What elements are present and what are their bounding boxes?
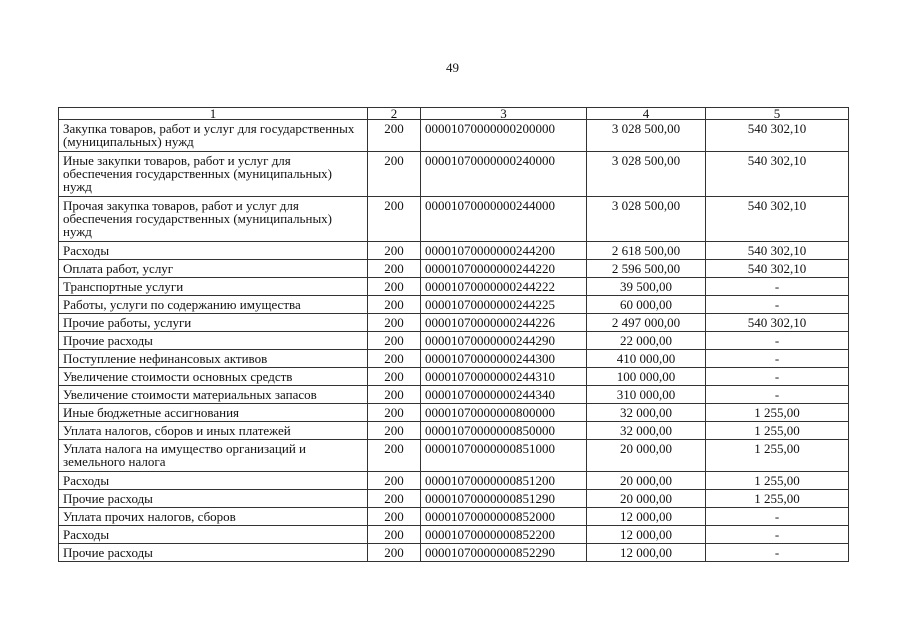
page-number: 49	[446, 60, 459, 75]
row-planned-amount-cell: 2 596 500,00	[587, 260, 706, 278]
table-row	[59, 197, 849, 242]
row-name-cell: Прочие расходы	[59, 490, 368, 508]
row-classification-code-cell: 00001070000000852200	[421, 526, 587, 544]
table-row	[59, 296, 849, 314]
row-code-cell: 200	[368, 508, 421, 526]
row-classification-code-cell: 00001070000000240000	[421, 152, 587, 197]
row-name-cell: Оплата работ, услуг	[59, 260, 368, 278]
row-name-cell: Прочие работы, услуги	[59, 314, 368, 332]
row-classification-code-cell: 00001070000000852000	[421, 508, 587, 526]
row-classification-code-cell: 00001070000000200000	[421, 120, 587, 152]
row-classification-code-cell: 00001070000000852290	[421, 544, 587, 562]
row-code-cell: 200	[368, 152, 421, 197]
row-code-cell: 200	[368, 544, 421, 562]
row-name-cell: Поступление нефинансовых активов	[59, 350, 368, 368]
row-code-cell: 200	[368, 120, 421, 152]
row-executed-amount-cell: -	[706, 332, 849, 350]
table-row	[59, 152, 849, 197]
row-name-cell: Увеличение стоимости материальных запасов	[59, 386, 368, 404]
column-header-1: 1	[59, 108, 368, 120]
row-classification-code-cell: 00001070000000244290	[421, 332, 587, 350]
table-row	[59, 508, 849, 526]
column-header-4: 4	[587, 108, 706, 120]
row-name-cell: Уплата налогов, сборов и иных платежей	[59, 422, 368, 440]
row-classification-code-cell: 00001070000000850000	[421, 422, 587, 440]
row-planned-amount-cell: 12 000,00	[587, 544, 706, 562]
row-planned-amount-cell: 100 000,00	[587, 368, 706, 386]
row-planned-amount-cell: 39 500,00	[587, 278, 706, 296]
row-planned-amount-cell: 3 028 500,00	[587, 152, 706, 197]
row-executed-amount-cell: -	[706, 544, 849, 562]
row-name-cell: Расходы	[59, 242, 368, 260]
row-classification-code-cell: 00001070000000851000	[421, 440, 587, 472]
row-executed-amount-cell: 540 302,10	[706, 314, 849, 332]
table-row	[59, 350, 849, 368]
row-planned-amount-cell: 32 000,00	[587, 422, 706, 440]
row-name-cell: Расходы	[59, 526, 368, 544]
row-classification-code-cell: 00001070000000244200	[421, 242, 587, 260]
row-executed-amount-cell: -	[706, 350, 849, 368]
budget-execution-table	[58, 107, 849, 562]
row-code-cell: 200	[368, 472, 421, 490]
row-executed-amount-cell: -	[706, 386, 849, 404]
row-planned-amount-cell: 60 000,00	[587, 296, 706, 314]
row-name-cell: Иные бюджетные ассигнования	[59, 404, 368, 422]
row-executed-amount-cell: 1 255,00	[706, 490, 849, 508]
row-name-cell: Уплата налога на имущество организаций и земельного налога	[59, 440, 368, 472]
row-executed-amount-cell: 540 302,10	[706, 260, 849, 278]
table-row	[59, 314, 849, 332]
row-code-cell: 200	[368, 260, 421, 278]
row-executed-amount-cell: 1 255,00	[706, 472, 849, 490]
row-code-cell: 200	[368, 386, 421, 404]
table-row	[59, 404, 849, 422]
row-planned-amount-cell: 410 000,00	[587, 350, 706, 368]
table-body	[59, 120, 849, 562]
table-row	[59, 472, 849, 490]
row-planned-amount-cell: 20 000,00	[587, 472, 706, 490]
row-code-cell: 200	[368, 404, 421, 422]
row-classification-code-cell: 00001070000000800000	[421, 404, 587, 422]
row-classification-code-cell: 00001070000000244222	[421, 278, 587, 296]
row-planned-amount-cell: 3 028 500,00	[587, 120, 706, 152]
row-code-cell: 200	[368, 350, 421, 368]
row-code-cell: 200	[368, 278, 421, 296]
table-row	[59, 544, 849, 562]
row-name-cell: Прочая закупка товаров, работ и услуг для обеспечения государственных (муниципальных) нужд	[59, 197, 368, 242]
row-name-cell: Увеличение стоимости основных средств	[59, 368, 368, 386]
row-executed-amount-cell: 540 302,10	[706, 120, 849, 152]
row-executed-amount-cell: -	[706, 508, 849, 526]
row-classification-code-cell: 00001070000000851200	[421, 472, 587, 490]
row-code-cell: 200	[368, 332, 421, 350]
row-name-cell: Прочие расходы	[59, 544, 368, 562]
row-code-cell: 200	[368, 242, 421, 260]
row-code-cell: 200	[368, 314, 421, 332]
row-classification-code-cell: 00001070000000244310	[421, 368, 587, 386]
table-row	[59, 386, 849, 404]
row-planned-amount-cell: 3 028 500,00	[587, 197, 706, 242]
table-row	[59, 120, 849, 152]
row-classification-code-cell: 00001070000000244226	[421, 314, 587, 332]
table-row	[59, 242, 849, 260]
row-name-cell: Работы, услуги по содержанию имущества	[59, 296, 368, 314]
row-classification-code-cell: 00001070000000851290	[421, 490, 587, 508]
table-row	[59, 332, 849, 350]
row-executed-amount-cell: -	[706, 278, 849, 296]
row-name-cell: Уплата прочих налогов, сборов	[59, 508, 368, 526]
row-code-cell: 200	[368, 368, 421, 386]
row-code-cell: 200	[368, 526, 421, 544]
row-executed-amount-cell: 1 255,00	[706, 422, 849, 440]
row-classification-code-cell: 00001070000000244225	[421, 296, 587, 314]
table-row	[59, 440, 849, 472]
table-row	[59, 278, 849, 296]
row-executed-amount-cell: -	[706, 296, 849, 314]
row-executed-amount-cell: 540 302,10	[706, 152, 849, 197]
row-planned-amount-cell: 22 000,00	[587, 332, 706, 350]
row-executed-amount-cell: 1 255,00	[706, 404, 849, 422]
row-planned-amount-cell: 12 000,00	[587, 508, 706, 526]
row-code-cell: 200	[368, 490, 421, 508]
table-row	[59, 422, 849, 440]
row-executed-amount-cell: -	[706, 368, 849, 386]
column-number-header-row	[59, 108, 849, 120]
row-planned-amount-cell: 12 000,00	[587, 526, 706, 544]
row-code-cell: 200	[368, 422, 421, 440]
row-classification-code-cell: 00001070000000244000	[421, 197, 587, 242]
row-classification-code-cell: 00001070000000244220	[421, 260, 587, 278]
table-row	[59, 490, 849, 508]
row-classification-code-cell: 00001070000000244340	[421, 386, 587, 404]
row-classification-code-cell: 00001070000000244300	[421, 350, 587, 368]
row-executed-amount-cell: 540 302,10	[706, 197, 849, 242]
table-row	[59, 368, 849, 386]
row-executed-amount-cell: -	[706, 526, 849, 544]
row-executed-amount-cell: 1 255,00	[706, 440, 849, 472]
row-name-cell: Транспортные услуги	[59, 278, 368, 296]
row-code-cell: 200	[368, 440, 421, 472]
row-name-cell: Расходы	[59, 472, 368, 490]
row-name-cell: Иные закупки товаров, работ и услуг для обеспечения государственных (муниципальных) нужд	[59, 152, 368, 197]
column-header-3: 3	[421, 108, 587, 120]
row-code-cell: 200	[368, 197, 421, 242]
row-name-cell: Прочие расходы	[59, 332, 368, 350]
row-name-cell: Закупка товаров, работ и услуг для государственных (муниципальных) нужд	[59, 120, 368, 152]
table-row	[59, 260, 849, 278]
row-planned-amount-cell: 2 618 500,00	[587, 242, 706, 260]
row-planned-amount-cell: 2 497 000,00	[587, 314, 706, 332]
row-planned-amount-cell: 20 000,00	[587, 440, 706, 472]
column-header-2: 2	[368, 108, 421, 120]
row-code-cell: 200	[368, 296, 421, 314]
row-planned-amount-cell: 20 000,00	[587, 490, 706, 508]
column-header-5: 5	[706, 108, 849, 120]
row-executed-amount-cell: 540 302,10	[706, 242, 849, 260]
row-planned-amount-cell: 310 000,00	[587, 386, 706, 404]
row-planned-amount-cell: 32 000,00	[587, 404, 706, 422]
table-row	[59, 526, 849, 544]
